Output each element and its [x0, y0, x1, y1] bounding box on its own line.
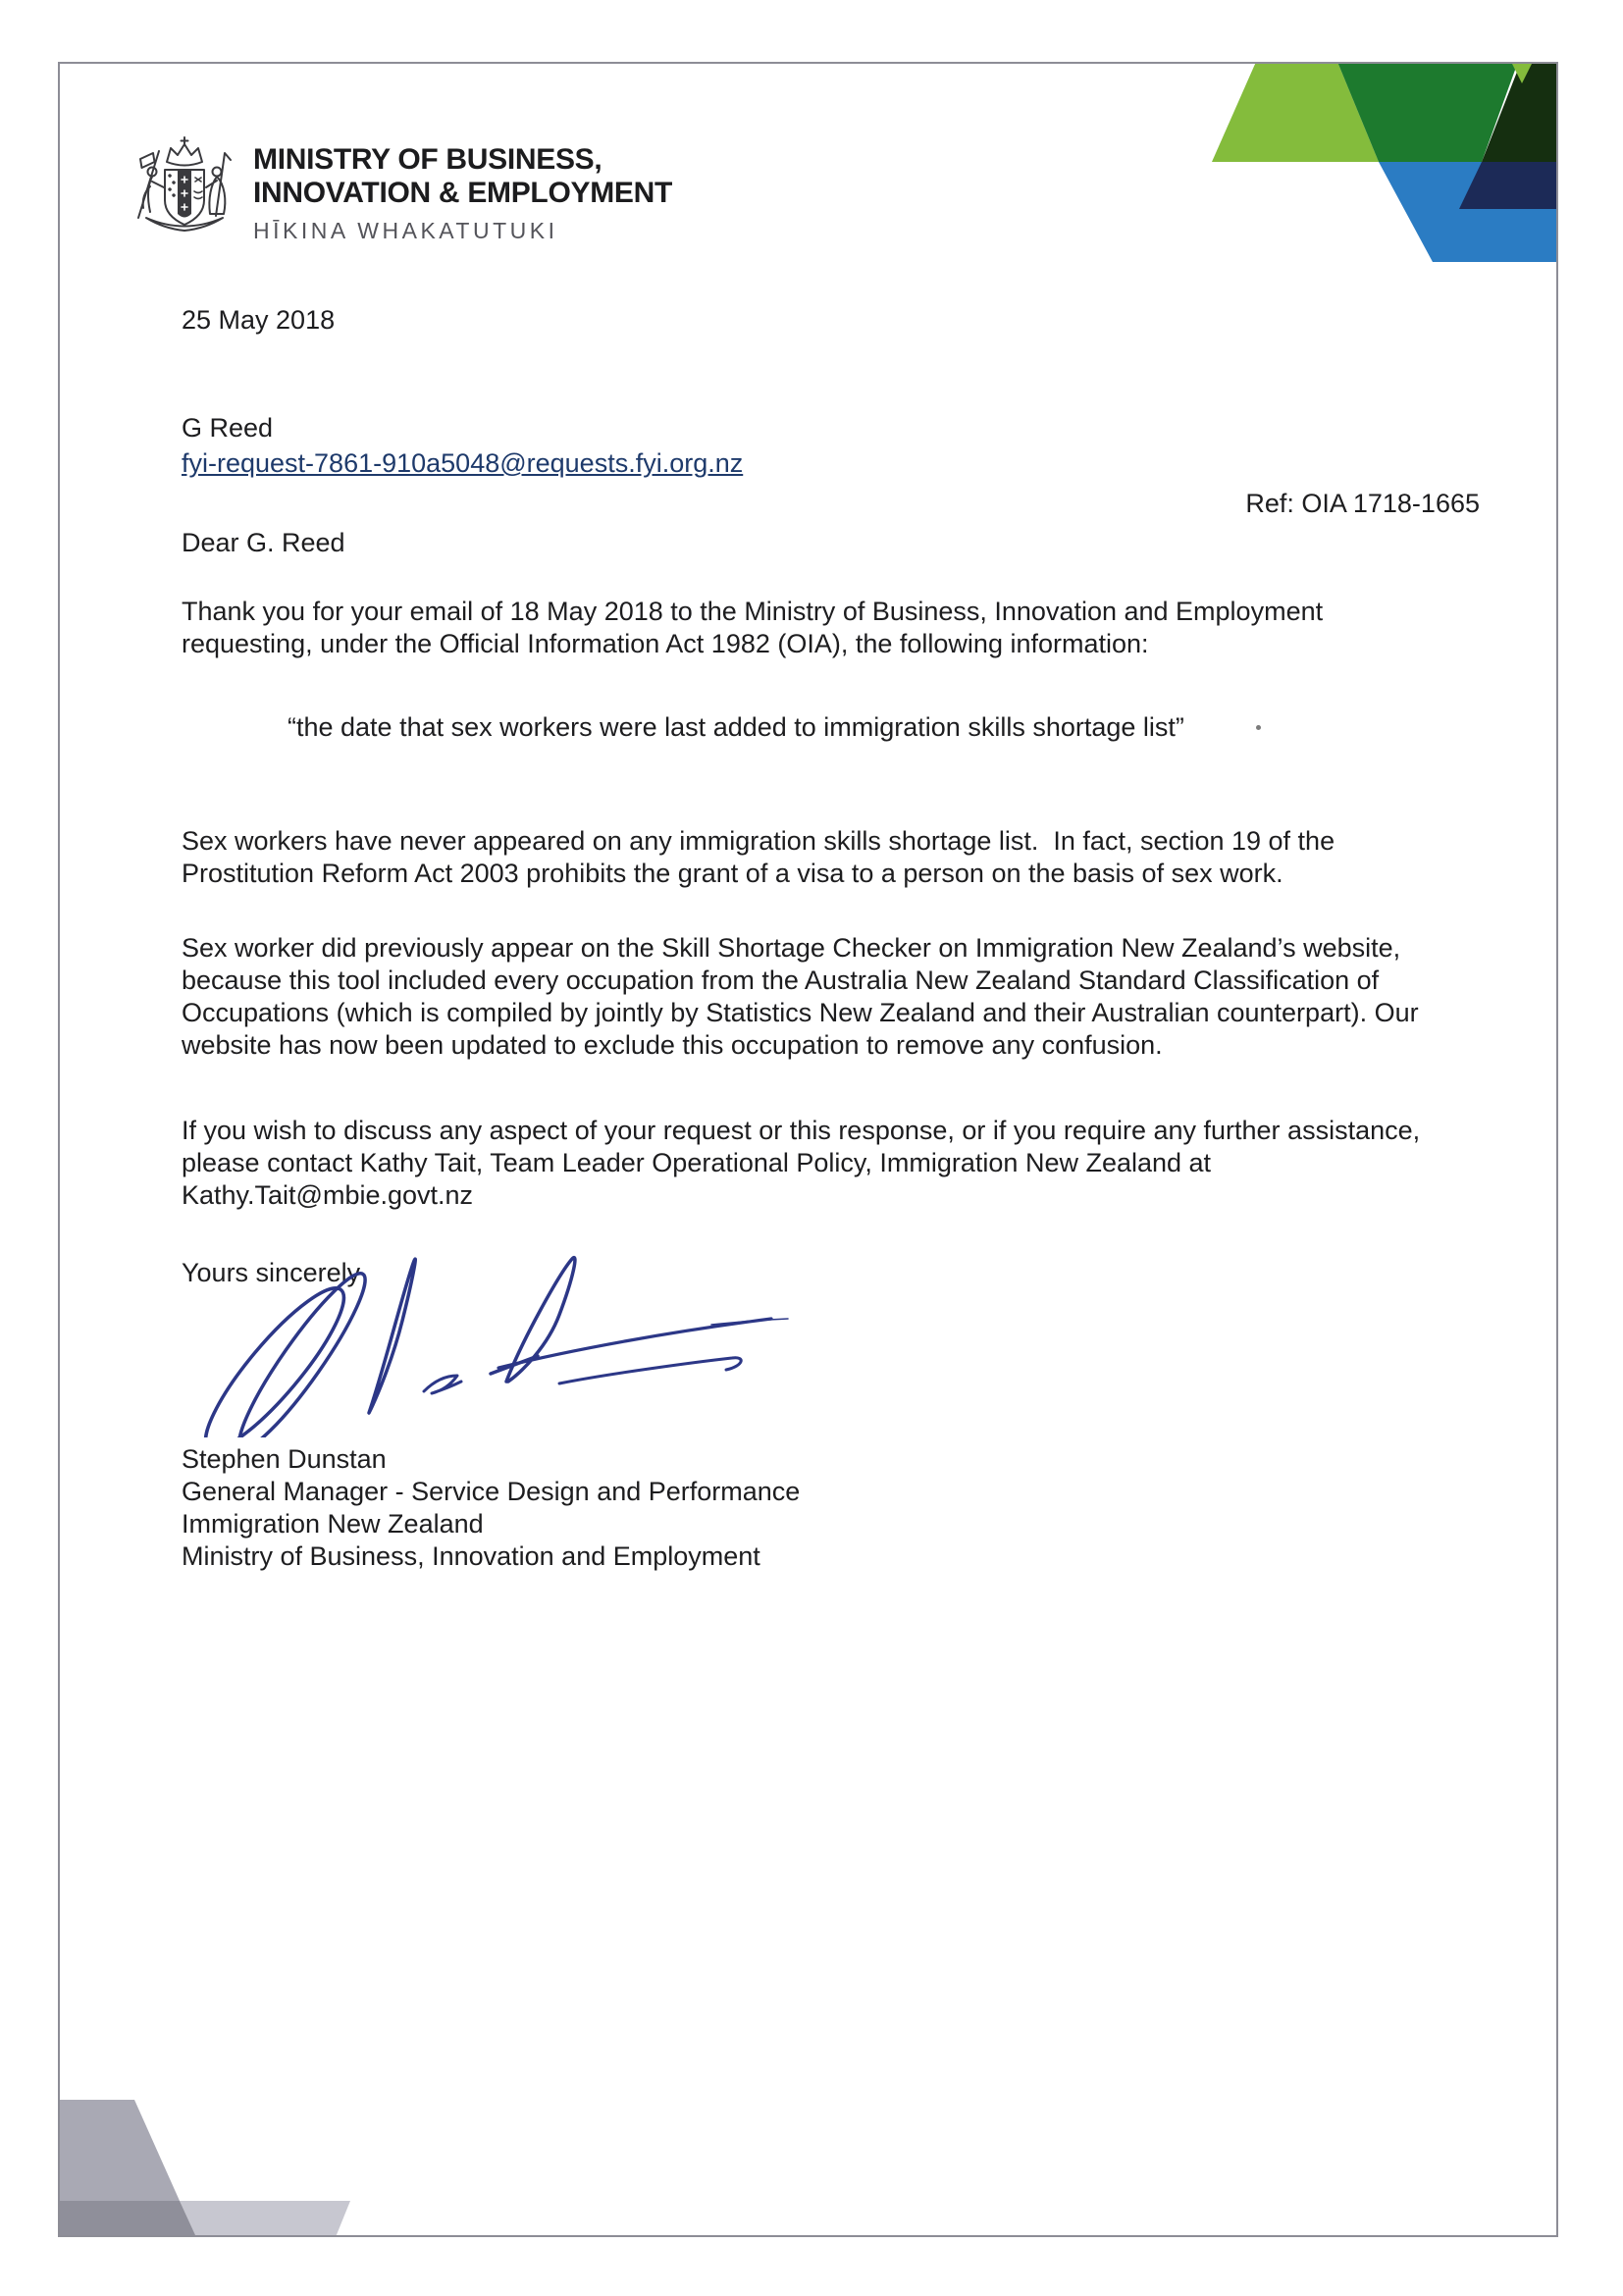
signature-ink [162, 1241, 790, 1437]
request-quote: “the date that sex workers were last added to immigration skills shortage list” [288, 712, 1184, 742]
paragraph-3-line: website has now been updated to exclude this occupation to remove any confusion. [182, 1030, 1163, 1060]
signatory-org-mbie: Ministry of Business, Innovation and Employment [182, 1541, 760, 1571]
salutation: Dear G. Reed [182, 528, 345, 557]
closing: Yours sincerely [182, 1258, 361, 1287]
signatory-title: General Manager - Service Design and Performance [182, 1477, 801, 1506]
mbie-brand-graphic-bottom-left [58, 2100, 352, 2237]
paragraph-2-line: Sex workers have never appeared on any immigration skills shortage list. In fact, section 19 of the [182, 826, 1335, 856]
ministry-tagline: HĪKINA WHAKATUTUKI [253, 218, 558, 243]
paragraph-4 [182, 1115, 1420, 1212]
reference-number: Ref: OIA 1718-1665 [1245, 489, 1480, 518]
recipient-name: G Reed [182, 413, 274, 443]
contact-email: Kathy.Tait@mbie.govt.nz [182, 1180, 474, 1210]
recipient-email-link[interactable]: fyi-request-7861-910a5048@requests.fyi.org.nz [182, 448, 744, 478]
mbie-brand-graphic-top-right [1212, 62, 1558, 262]
ministry-name-line2: INNOVATION & EMPLOYMENT [253, 177, 672, 209]
paragraph-4-line: please contact Kathy Tait, Team Leader Operational Policy, Immigration New Zealand at [182, 1148, 1212, 1177]
paragraph-1 [182, 596, 1323, 660]
signatory-org-inz: Immigration New Zealand [182, 1509, 484, 1539]
signatory-name: Stephen Dunstan [182, 1444, 387, 1474]
paragraph-2 [182, 825, 1335, 890]
letterhead [253, 143, 672, 243]
paragraph-4-line: If you wish to discuss any aspect of your request or this response, or if you require any further assistance, [182, 1116, 1421, 1145]
scan-speck [1256, 725, 1261, 730]
ministry-name-line1: MINISTRY OF BUSINESS, [253, 143, 602, 176]
paragraph-3-line: Sex worker did previously appear on the Skill Shortage Checker on Immigration New Zealand’s website, [182, 933, 1401, 963]
paragraph-1-line: Thank you for your email of 18 May 2018 to the Ministry of Business, Innovation and Employment [182, 597, 1324, 626]
paragraph-3-line: Occupations (which is compiled by jointly by Statistics New Zealand and their Australian counterpart). Our [182, 998, 1419, 1027]
paragraph-1-line: requesting, under the Official Information Act 1982 (OIA), the following information: [182, 629, 1149, 658]
letter-date: 25 May 2018 [182, 305, 336, 335]
paragraph-3-line: because this tool included every occupation from the Australia New Zealand Standard Classification of [182, 965, 1380, 995]
signature-block [182, 1443, 800, 1573]
paragraph-3 [182, 932, 1419, 1062]
paragraph-2-line: Prostitution Reform Act 2003 prohibits the grant of a visa to a person on the basis of sex work. [182, 859, 1283, 888]
nz-coat-of-arms-icon [129, 135, 240, 245]
